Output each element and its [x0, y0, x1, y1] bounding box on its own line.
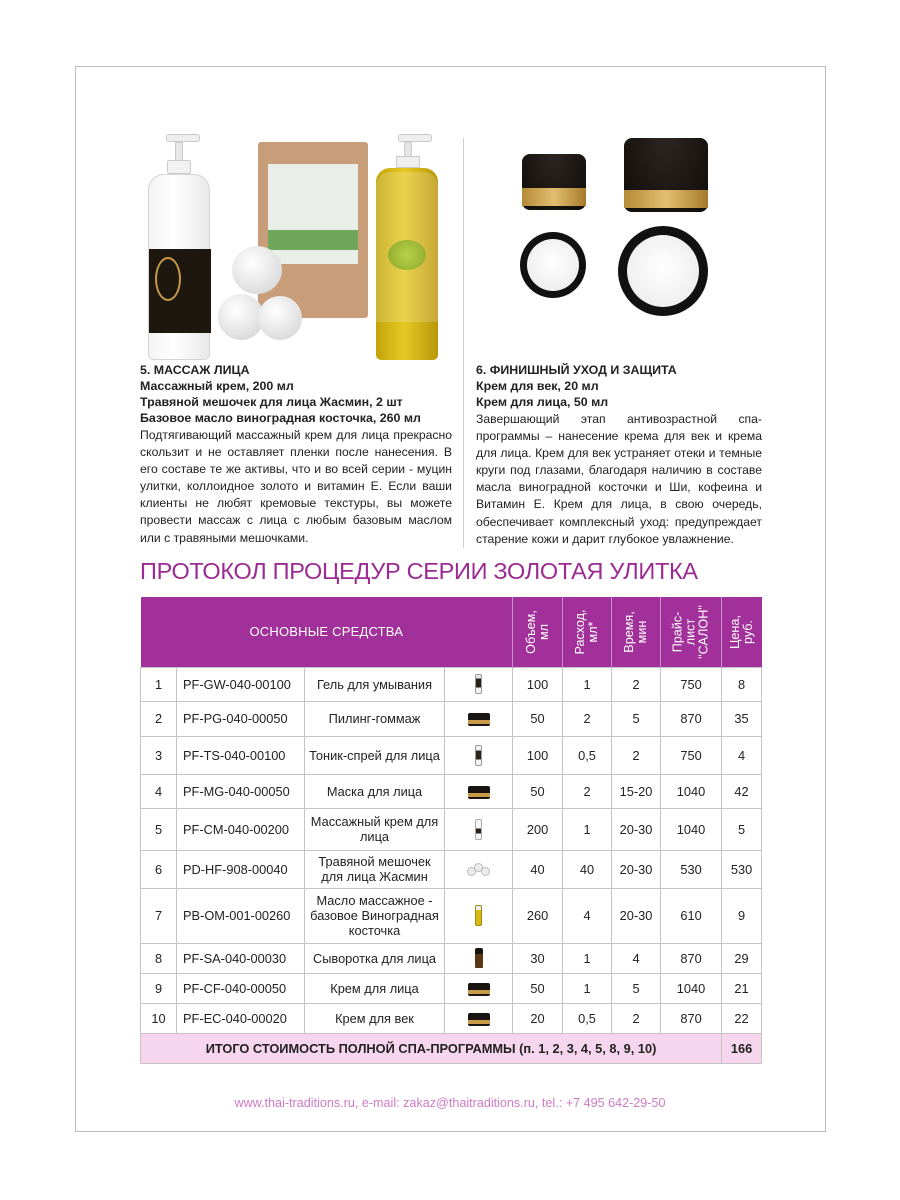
- footer-contacts: www.thai-traditions.ru, e-mail: zakaz@thaitraditions.ru, tel.: +7 495 642-29-50: [234, 1096, 666, 1110]
- white-bottle-icon: [475, 819, 482, 840]
- pump-bottle-icon: [475, 674, 482, 694]
- cell-time: 2: [612, 1003, 661, 1033]
- cell-volume: 30: [513, 943, 563, 973]
- table-row: [141, 808, 762, 850]
- cell-time: 4: [612, 943, 661, 973]
- table-row: [141, 850, 762, 888]
- product-thumbnail: [445, 808, 513, 850]
- header-time: Время, мин: [612, 597, 661, 667]
- cell-name: Тоник-спрей для лица: [305, 736, 445, 774]
- cell-consumption: 2: [563, 774, 612, 808]
- total-value: 166: [722, 1033, 762, 1063]
- product-thumbnail: [445, 850, 513, 888]
- section-title: 5. МАССАЖ ЛИЦА: [140, 363, 250, 377]
- cell-consumption: 1: [563, 667, 612, 701]
- herbal-balls-icon: [467, 863, 491, 877]
- cell-price: 5: [722, 808, 762, 850]
- cell-consumption: 1: [563, 808, 612, 850]
- cell-price: 530: [722, 850, 762, 888]
- cell-price-list: 1040: [661, 973, 722, 1003]
- cell-price-list: 530: [661, 850, 722, 888]
- table-header-row: [141, 597, 762, 667]
- jar-icon: [468, 983, 490, 996]
- cell-price-list: 750: [661, 736, 722, 774]
- cell-volume: 200: [513, 808, 563, 850]
- cell-num: 2: [141, 701, 177, 736]
- cell-consumption: 2: [563, 701, 612, 736]
- oil-bottle-icon: [475, 905, 482, 926]
- product-thumbnail: [445, 1003, 513, 1033]
- cell-price-list: 1040: [661, 774, 722, 808]
- table-row: [141, 943, 762, 973]
- cell-num: 10: [141, 1003, 177, 1033]
- header-price: Цена, руб.: [722, 597, 762, 667]
- cell-volume: 20: [513, 1003, 563, 1033]
- cell-price-list: 870: [661, 701, 722, 736]
- cell-volume: 260: [513, 888, 563, 943]
- serum-bottle-icon: [475, 948, 483, 968]
- table-row: [141, 701, 762, 736]
- table-row: [141, 774, 762, 808]
- herbal-ball-icon: [258, 296, 302, 340]
- column-divider: [463, 138, 464, 548]
- cell-consumption: 1: [563, 943, 612, 973]
- cell-code: PF-MG-040-00050: [177, 774, 305, 808]
- header-price-list: Прайс- лист "САЛОН": [661, 597, 722, 667]
- cell-num: 4: [141, 774, 177, 808]
- cell-name: Крем для век: [305, 1003, 445, 1033]
- cell-code: PF-PG-040-00050: [177, 701, 305, 736]
- cell-name: Массажный крем для лица: [305, 808, 445, 850]
- cell-volume: 100: [513, 667, 563, 701]
- product-line: Крем для лица, 50 мл: [476, 395, 609, 409]
- cell-price: 9: [722, 888, 762, 943]
- cell-num: 3: [141, 736, 177, 774]
- table-row: [141, 667, 762, 701]
- cell-code: PF-EC-040-00020: [177, 1003, 305, 1033]
- cell-consumption: 40: [563, 850, 612, 888]
- cell-time: 20-30: [612, 850, 661, 888]
- cell-num: 5: [141, 808, 177, 850]
- cell-code: PF-GW-040-00100: [177, 667, 305, 701]
- cell-time: 15-20: [612, 774, 661, 808]
- herbal-ball-icon: [232, 246, 282, 294]
- cell-name: Травяной мешочек для лица Жасмин: [305, 850, 445, 888]
- cell-volume: 50: [513, 701, 563, 736]
- cell-code: PF-SA-040-00030: [177, 943, 305, 973]
- header-consumption: Расход, мл*: [563, 597, 612, 667]
- jar-icon: [468, 1013, 490, 1026]
- cell-price-list: 870: [661, 943, 722, 973]
- cell-name: Пилинг-гоммаж: [305, 701, 445, 736]
- cell-time: 20-30: [612, 888, 661, 943]
- cell-code: PD-HF-908-00040: [177, 850, 305, 888]
- cell-price: 4: [722, 736, 762, 774]
- protocol-table: [140, 597, 762, 1064]
- header-main-products: ОСНОВНЫЕ СРЕДСТВА: [141, 597, 513, 667]
- cell-num: 9: [141, 973, 177, 1003]
- cream-jars-photo: [476, 128, 762, 360]
- table-row: [141, 888, 762, 943]
- cell-num: 6: [141, 850, 177, 888]
- section-description: Подтягивающий массажный крем для лица прекрасно скользит и не оставляет пленки после нанесения. В его составе те же активы, что и во всей серии - муцин улитки, коллоидное золото и витамин Е. Если ваши клиенты не любят кремовые текстуры, вы можете провести массаж с лица с любым базовым маслом или с травяными мешочками.: [140, 428, 452, 545]
- cell-time: 5: [612, 973, 661, 1003]
- section-finishing-care: [476, 128, 762, 548]
- cell-price-list: 750: [661, 667, 722, 701]
- cell-code: PF-TS-040-00100: [177, 736, 305, 774]
- herbal-pouch-package-icon: [258, 142, 368, 318]
- header-volume: Объем, мл: [513, 597, 563, 667]
- product-thumbnail: [445, 774, 513, 808]
- total-label: ИТОГО СТОИМОСТЬ ПОЛНОЙ СПА-ПРОГРАММЫ (п. 1, 2, 3, 4, 5, 8, 9, 10): [141, 1033, 722, 1063]
- section-face-massage: [140, 128, 452, 547]
- cell-price-list: 1040: [661, 808, 722, 850]
- cell-price-list: 870: [661, 1003, 722, 1033]
- product-line: Базовое масло виноградная косточка, 260 мл: [140, 411, 421, 425]
- cell-consumption: 0,5: [563, 736, 612, 774]
- cell-volume: 40: [513, 850, 563, 888]
- cell-price: 42: [722, 774, 762, 808]
- product-thumbnail: [445, 667, 513, 701]
- cell-consumption: 1: [563, 973, 612, 1003]
- product-thumbnail: [445, 701, 513, 736]
- section-description: Завершающий этап антивозрастной спа-программы – нанесение крема для век и крема для лица. Крем для век устраняет отеки и темные круги под глазами, благодаря наличию в составе масла виноградной косточки и Ши, кофеина и Витамин Е. Крем для лица, в свою очередь, обеспечивает комплексный уход: предупреждает старение кожи и дарит глубокое увлажнение.: [476, 412, 762, 546]
- grape-seed-oil-bottle-icon: [376, 134, 438, 360]
- eye-cream-jar-icon: [522, 154, 586, 210]
- product-line: Массажный крем, 200 мл: [140, 379, 294, 393]
- cell-price: 21: [722, 973, 762, 1003]
- cell-code: PF-CF-040-00050: [177, 973, 305, 1003]
- cell-num: 8: [141, 943, 177, 973]
- cell-volume: 50: [513, 973, 563, 1003]
- cell-price: 29: [722, 943, 762, 973]
- face-cream-open-icon: [618, 226, 708, 316]
- product-thumbnail: [445, 943, 513, 973]
- massage-products-photo: [140, 128, 452, 360]
- cell-time: 5: [612, 701, 661, 736]
- cell-name: Маска для лица: [305, 774, 445, 808]
- cell-time: 2: [612, 736, 661, 774]
- section-title: 6. ФИНИШНЫЙ УХОД И ЗАЩИТА: [476, 363, 677, 377]
- cell-consumption: 4: [563, 888, 612, 943]
- cell-volume: 50: [513, 774, 563, 808]
- product-thumbnail: [445, 736, 513, 774]
- cell-num: 7: [141, 888, 177, 943]
- product-line: Травяной мешочек для лица Жасмин, 2 шт: [140, 395, 403, 409]
- product-line: Крем для век, 20 мл: [476, 379, 599, 393]
- table-row: [141, 1003, 762, 1033]
- spray-bottle-icon: [475, 745, 482, 766]
- eye-cream-open-icon: [520, 232, 586, 298]
- cell-time: 20-30: [612, 808, 661, 850]
- cell-code: PB-OM-001-00260: [177, 888, 305, 943]
- protocol-title: ПРОТОКОЛ ПРОЦЕДУР СЕРИИ ЗОЛОТАЯ УЛИТКА: [140, 558, 698, 584]
- table-row: [141, 736, 762, 774]
- cell-name: Крем для лица: [305, 973, 445, 1003]
- jar-icon: [468, 786, 490, 799]
- massage-cream-bottle-icon: [148, 134, 206, 360]
- face-cream-jar-icon: [624, 138, 708, 212]
- cell-consumption: 0,5: [563, 1003, 612, 1033]
- cell-volume: 100: [513, 736, 563, 774]
- cell-name: Гель для умывания: [305, 667, 445, 701]
- cell-price-list: 610: [661, 888, 722, 943]
- cell-name: Масло массажное - базовое Виноградная косточка: [305, 888, 445, 943]
- product-thumbnail: [445, 888, 513, 943]
- cell-price: 8: [722, 667, 762, 701]
- jar-icon: [468, 713, 490, 726]
- total-row: [141, 1033, 762, 1063]
- cell-code: PF-CM-040-00200: [177, 808, 305, 850]
- table-row: [141, 973, 762, 1003]
- cell-num: 1: [141, 667, 177, 701]
- product-thumbnail: [445, 973, 513, 1003]
- cell-time: 2: [612, 667, 661, 701]
- cell-price: 22: [722, 1003, 762, 1033]
- cell-price: 35: [722, 701, 762, 736]
- cell-name: Сыворотка для лица: [305, 943, 445, 973]
